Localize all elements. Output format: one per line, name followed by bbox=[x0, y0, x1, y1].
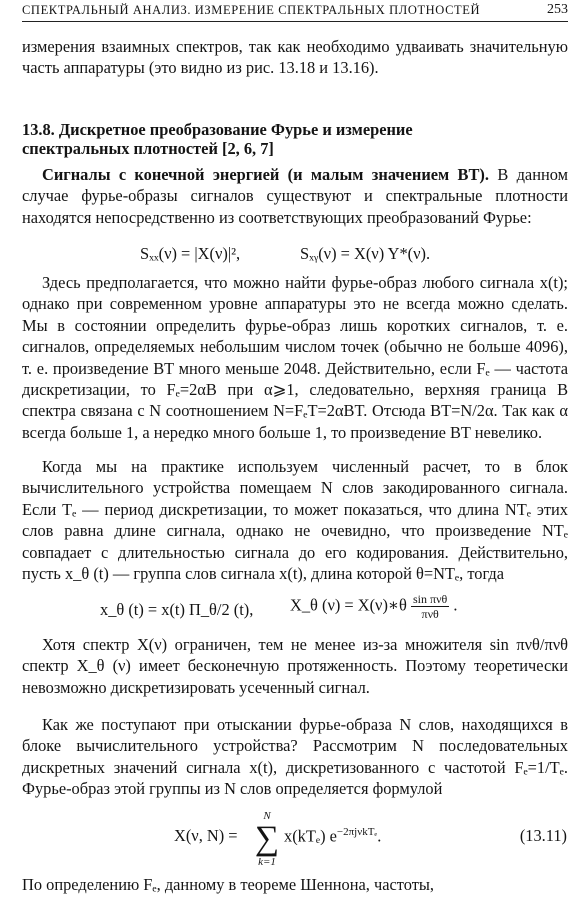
equation-truncated-spectrum bbox=[290, 592, 457, 621]
equation-dft-term bbox=[284, 826, 381, 846]
equation-period: . bbox=[453, 595, 458, 615]
equation-dft-period: . bbox=[377, 826, 382, 846]
summation-sign: ∑ bbox=[254, 820, 280, 857]
equation-dft-exponent: −2πjνkTₑ bbox=[336, 826, 378, 838]
summation-upper-limit: N bbox=[263, 810, 271, 822]
equation-truncated-signal: x_θ (t) = x(t) Π_θ/2 (t), bbox=[100, 600, 254, 619]
paragraph-assumption: Здесь предполагается, что можно найти фурье-образ любого сигнала x(t); однако при современном уровне аппаратуры это не всегда можно сделать. Мы в состоянии определить фурье-образ лишь коротких сигналов, т. е. сигналов, определяемых небольшим числом точек (обычно не больше 4096), т. е. произведение BT много меньше 2048. Действительно, если Fₑ — частота дискретизации, то Fₑ=2αB при α⩾1, следовательно, верхняя граница B спектра связана с N соотношением N=FₑT=2αBT. Отсюда BT=N/2α. Так как α всегда больше 1, а нередко много больше 1, то произведение BT невелико. bbox=[22, 273, 568, 442]
paragraph-fourier-n-words: Как же поступают при отыскании фурье-образа N слов, находящихся в блоке вычислительного устройства? Рассмотрим N последовательных дискретных значений сигнала x(t), дискретизованного с частотой Fₑ=1/Tₑ. Фурье-образ этой группы из N слов определяется формулой bbox=[22, 715, 568, 799]
paragraph-signals-text: В данном случае фурье-образы сигналов существуют и спектральные плотности находятся непосредственно из соответствующих преобразований Фурье: bbox=[22, 165, 568, 227]
sinc-numerator: sin πνθ bbox=[413, 592, 448, 606]
paragraph-continuation: измерения взаимных спектров, так как необходимо удваивать значительную часть аппаратуры (это видно из рис. 13.18 и 13.16). bbox=[22, 37, 568, 78]
running-header bbox=[22, 2, 568, 20]
summation bbox=[254, 810, 280, 868]
page-number: 253 bbox=[547, 2, 568, 17]
paragraph-signals-finite-energy bbox=[22, 164, 568, 228]
sinc-denominator: πνθ bbox=[421, 607, 439, 621]
header-rule bbox=[22, 21, 568, 22]
equation-spectral-density-auto: Sₓₓ(ν) = |X(ν)|², bbox=[140, 244, 241, 263]
equation-dft-lhs: X(ν, N) = bbox=[174, 826, 238, 845]
equation-spectral-density-cross: Sₓᵧ(ν) = X(ν) Y*(ν). bbox=[300, 244, 431, 263]
summation-lower-limit: k=1 bbox=[258, 856, 276, 868]
running-title: СПЕКТРАЛЬНЫЙ АНАЛИЗ. ИЗМЕРЕНИЕ СПЕКТРАЛЬНЫХ ПЛОТНОСТЕЙ bbox=[22, 3, 481, 17]
paragraph-numerical-calculation: Когда мы на практике используем численный расчет, то в блок вычислительного устройства помещаем N слов закодированного сигнала. Если Tₑ — период дискретизации, то может показаться, что длина NTₑ этих слов равна длине сигнала, однако не очевидно, что произведение NTₑ совпадает с длительностью сигнала до его кодирования. Действительно, пусть x_θ (t) — группа слов сигнала x(t), длина которой θ=NTₑ, тогда bbox=[22, 457, 568, 584]
equation-dft-term-base: x(kTₑ) e bbox=[284, 826, 337, 846]
equation-number: (13.11) bbox=[519, 826, 567, 845]
paragraph-by-definition: По определению Fₑ, данному в теореме Шеннона, частоты, bbox=[22, 875, 434, 894]
paragraph-spectrum-infinite: Хотя спектр X(ν) ограничен, тем не менее из-за множителя sin πνθ/πνθ спектр X_θ (ν) имеет бесконечную протяженность. Поэтому теоретически невозможно дискретизировать усеченный сигнал. bbox=[22, 635, 568, 697]
section-title: 13.8. Дискретное преобразование Фурье и измерение спектральных плотностей [2, 6, 7] bbox=[22, 120, 413, 158]
equation-truncated-spectrum-lhs: X_θ (ν) = X(ν)∗θ bbox=[290, 595, 407, 615]
subheading: Сигналы с конечной энергией (и малым значением BT). bbox=[42, 165, 489, 184]
sinc-fraction bbox=[411, 592, 449, 621]
